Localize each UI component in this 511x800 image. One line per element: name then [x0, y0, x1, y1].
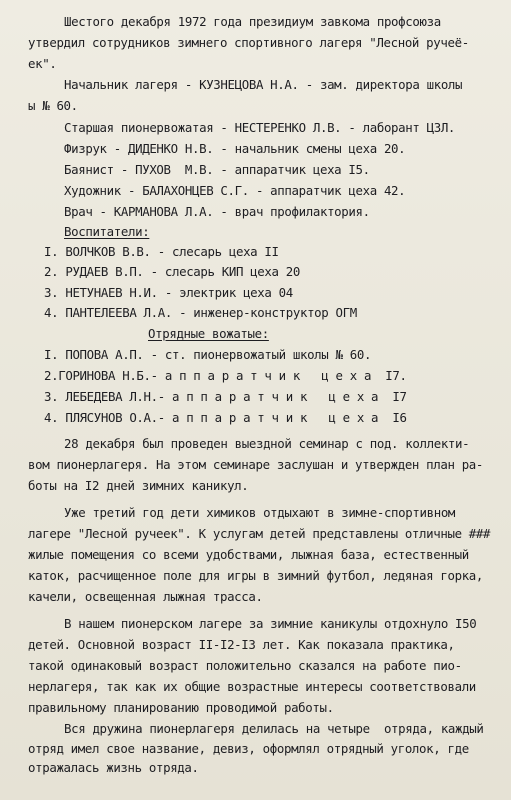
- text-line: отряд имел свое название, девиз, оформлял отрядный уголок, где: [28, 741, 469, 756]
- text-line: Вся дружина пионерлагеря делилась на четыре отряда, каждый: [64, 721, 484, 736]
- text-line: детей. Основной возраст II-I2-I3 лет. Как показала практика,: [28, 637, 455, 652]
- list-item: 3. НЕТУНАЕВ Н.И. - электрик цеха 04: [44, 285, 293, 300]
- text-line: качели, освещенная лыжная трасса.: [28, 589, 263, 604]
- text-line: каток, расчищенное поле для игры в зимний футбол, ледяная горка,: [28, 568, 484, 583]
- text-line: Врач - КАРМАНОВА Л.А. - врач профилактория.: [64, 204, 370, 219]
- section-heading: Отрядные вожатые:: [148, 326, 269, 341]
- text-line: Шестого декабря 1972 года президиум завкома профсоюза: [64, 14, 441, 29]
- text-line: утвердил сотрудников зимнего спортивного лагеря "Лесной ручеё-: [28, 35, 469, 50]
- text-line: 28 декабря был проведен выездной семинар с под. коллекти-: [64, 436, 470, 451]
- text-line: Баянист - ПУХОВ М.В. - аппаратчик цеха I5.: [64, 162, 370, 177]
- text-line: ек".: [28, 56, 57, 71]
- list-item: 2.ГОРИНОВА Н.Б.- а п п а р а т ч и к ц е х а I7.: [44, 368, 407, 383]
- text-line: В нашем пионерском лагере за зимние каникулы отдохнуло I50: [64, 616, 477, 631]
- list-item: I. ПОПОВА А.П. - ст. пионервожатый школы № 60.: [44, 347, 372, 362]
- section-heading: Воспитатели:: [64, 224, 150, 239]
- text-line: Уже третий год дети химиков отдыхают в зимне-спортивном: [64, 505, 456, 520]
- text-line: Художник - БАЛАХОНЦЕВ С.Г. - аппаратчик цеха 42.: [64, 183, 406, 198]
- list-item: 2. РУДАЕВ В.П. - слесарь КИП цеха 20: [44, 264, 300, 279]
- text-line: нерлагеря, так как их общие возрастные интересы соответствовали: [28, 679, 476, 694]
- text-line: ы № 60.: [28, 98, 78, 113]
- text-line: вом пионерлагеря. На этом семинаре заслушан и утвержден план ра-: [28, 457, 484, 472]
- text-line: лагере "Лесной ручеек". К услугам детей представлены отличные ###: [28, 526, 491, 541]
- text-line: жилые помещения со всеми удобствами, лыжная база, естественный: [28, 547, 469, 562]
- list-item: I. ВОЛЧКОВ В.В. - слесарь цеха II: [44, 244, 279, 259]
- list-item: 4. ПАНТЕЛЕЕВА Л.А. - инженер-конструктор ОГМ: [44, 305, 357, 320]
- list-item: 3. ЛЕБЕДЕВА Л.Н.- а п п а р а т ч и к ц е х а I7: [44, 389, 407, 404]
- text-line: такой одинаковый возраст положительно сказался на работе пио-: [28, 658, 462, 673]
- text-line: Начальник лагеря - КУЗНЕЦОВА Н.А. - зам. директора школы: [64, 77, 463, 92]
- text-line: Старшая пионервожатая - НЕСТЕРЕНКО Л.В. - лаборант ЦЗЛ.: [64, 120, 456, 135]
- text-line: правильному планированию проводимой работы.: [28, 700, 334, 715]
- text-line: Физрук - ДИДЕНКО Н.В. - начальник смены цеха 20.: [64, 141, 406, 156]
- list-item: 4. ПЛЯСУНОВ О.А.- а п п а р а т ч и к ц е х а I6: [44, 410, 407, 425]
- text-line: боты на I2 дней зимних каникул.: [28, 478, 249, 493]
- text-line: отражалась жизнь отряда.: [28, 760, 199, 775]
